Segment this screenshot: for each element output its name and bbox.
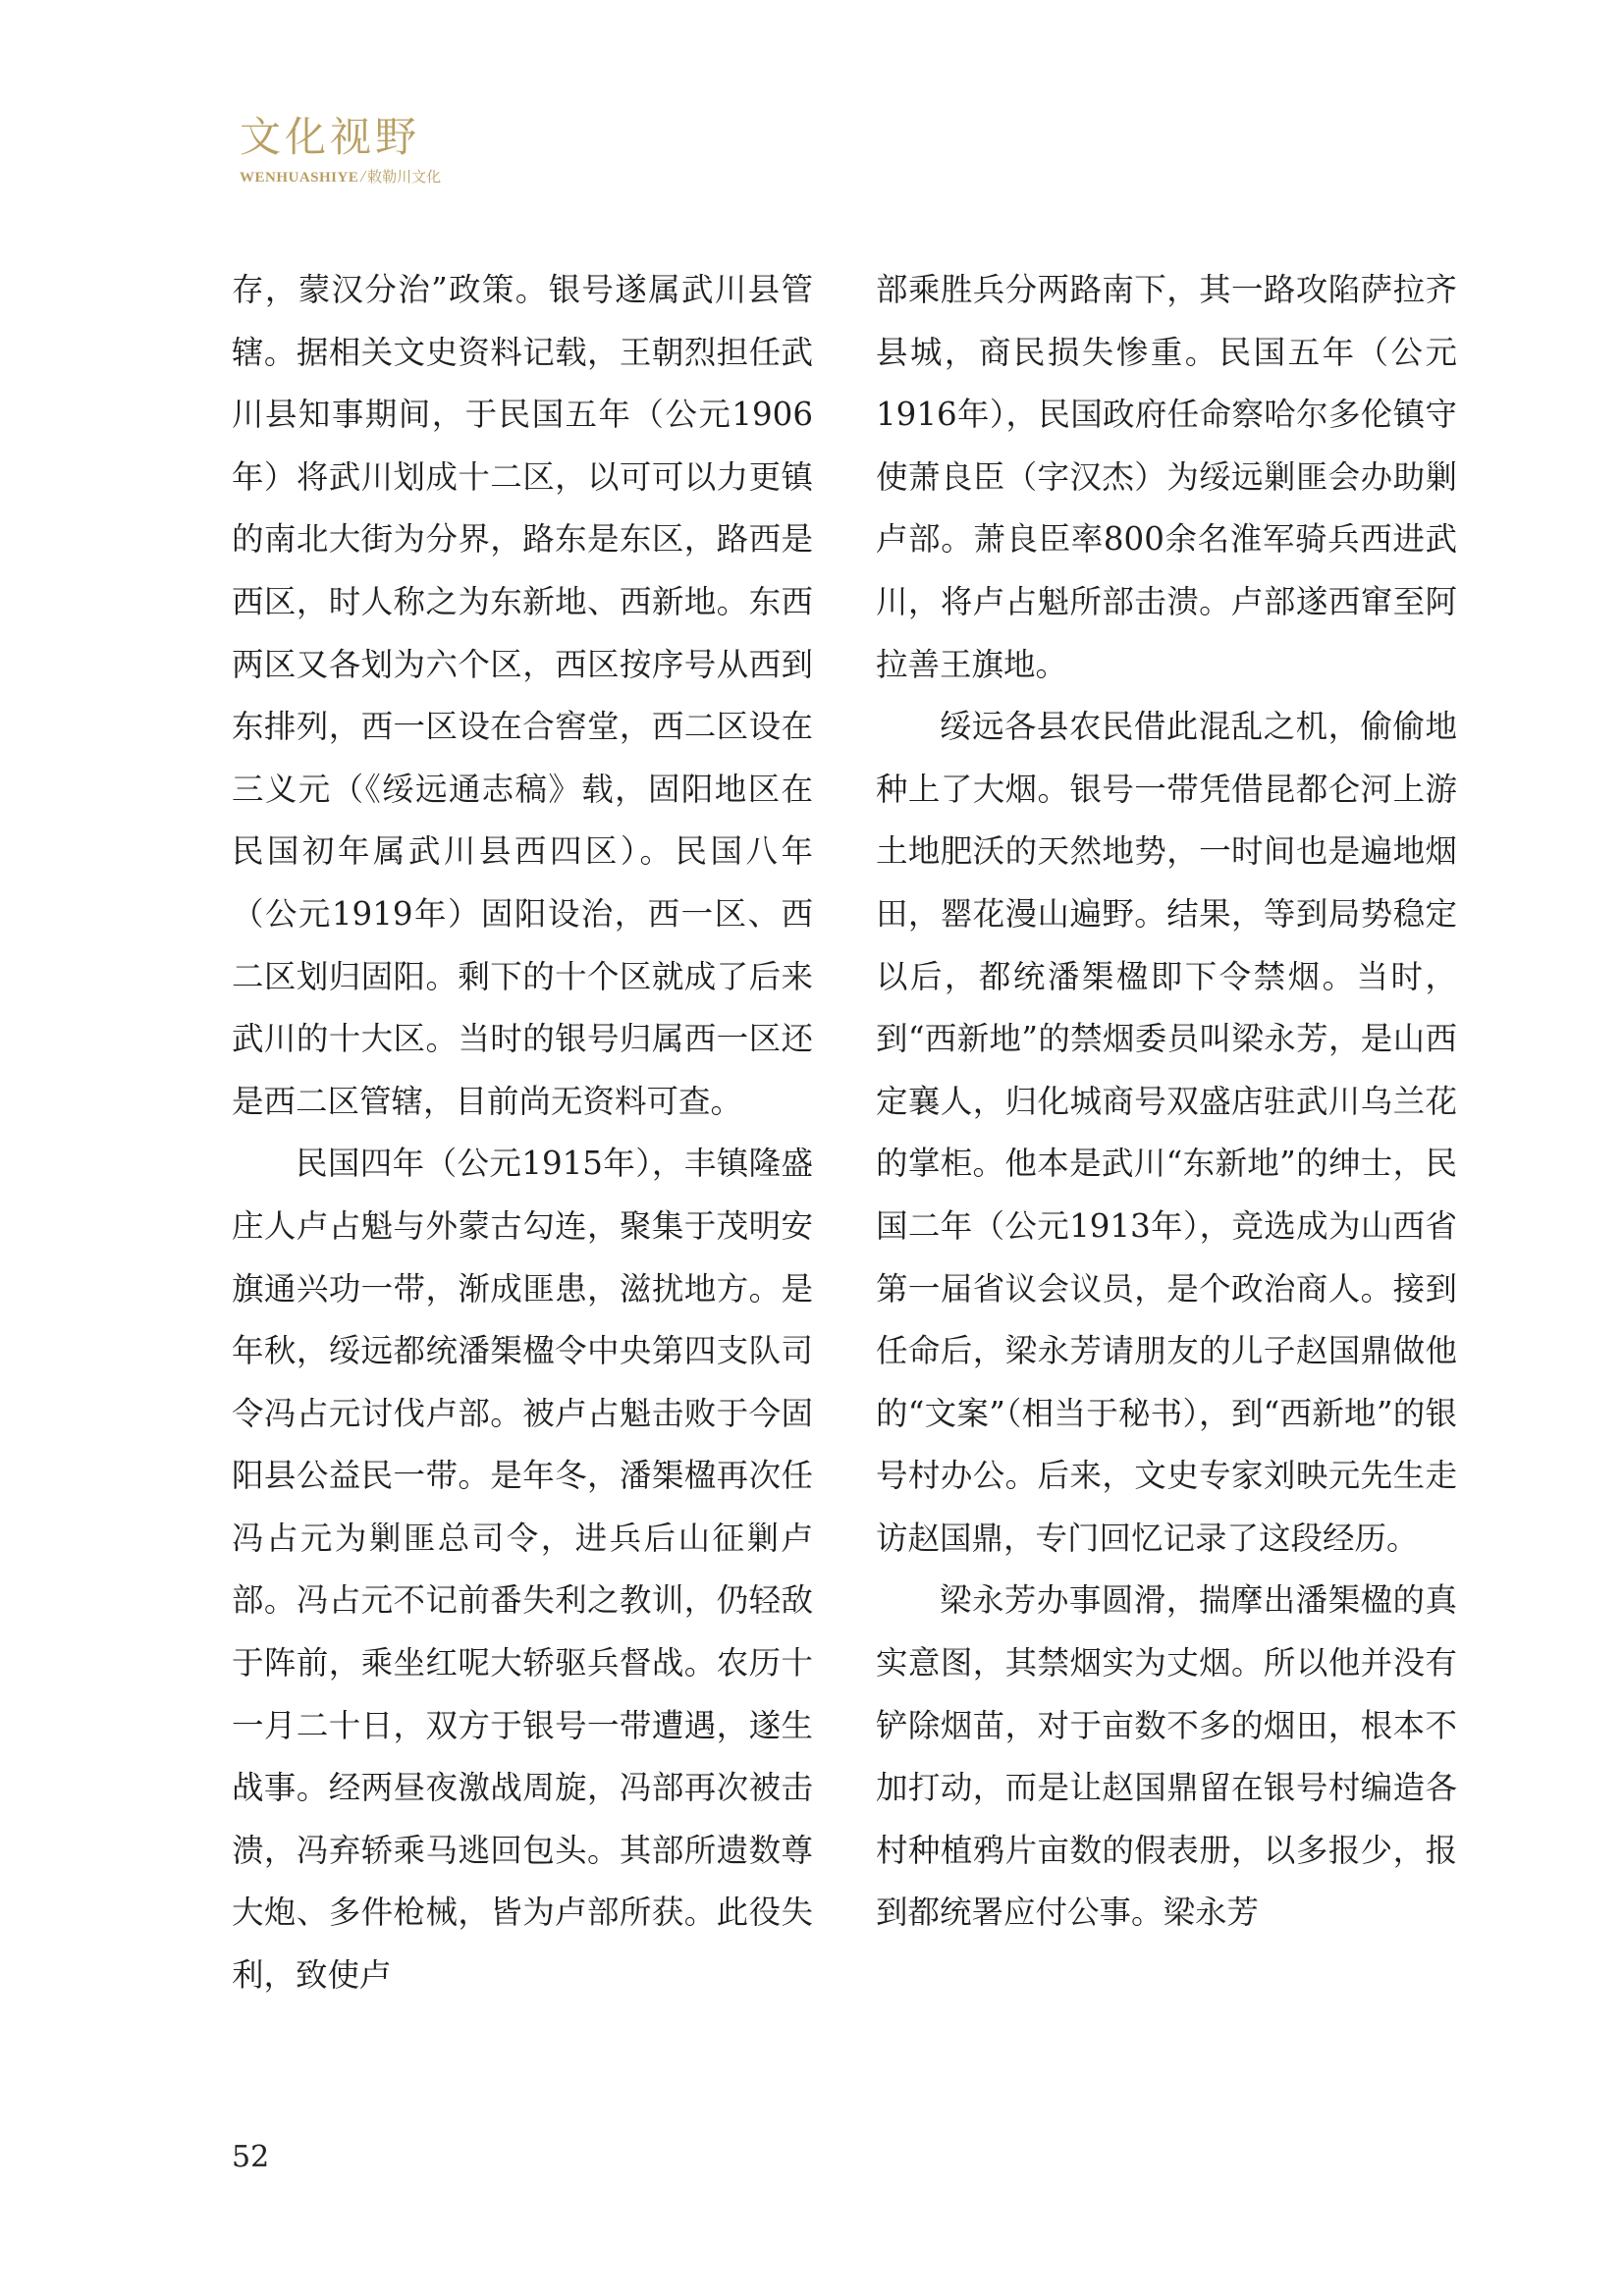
left-text-column	[232, 259, 813, 2065]
paragraph: 梁永芳办事圆滑，揣摩出潘榘楹的真实意图，其禁烟实为丈烟。所以他并没有铲除烟苗，对于亩数不多的烟田，根本不加打动，而是让赵国鼎留在银号村编造各村种植鸦片亩数的假表册，以多报少，报到都统署应付公事。梁永芳	[876, 1581, 1457, 1932]
paragraph: 民国四年（公元1915年），丰镇隆盛庄人卢占魁与外蒙古勾连，聚集于茂明安旗通兴功一带，渐成匪患，滋扰地方。是年秋，绥远都统潘榘楹令中央第四支队司令冯占元讨伐卢部。被卢占魁击败于今固阳县公益民一带。是年冬，潘榘楹再次任冯占元为剿匪总司令，进兵后山征剿卢部。冯占元不记前番失利之教训，仍轻敌于阵前，乘坐红呢大轿驱兵督战。农历十一月二十日，双方于银号一带遭遇，遂生战事。经两昼夜激战周旋，冯部再次被击溃，冯弃轿乘马逃回包头。其部所遗数尊大炮、多件枪械，皆为卢部所获。此役失利，致使卢	[232, 1145, 813, 1995]
section-subtitle	[240, 167, 632, 187]
page-number: 52	[232, 2140, 270, 2174]
section-subtitle-en: WENHUASHIYE	[240, 170, 359, 186]
section-subtitle-slash: /	[360, 167, 366, 186]
section-title: 文化视野	[240, 113, 421, 161]
section-subtitle-cn: 敕勒川文化	[367, 168, 442, 186]
section-header	[240, 110, 632, 198]
right-text-column	[876, 259, 1457, 2065]
paragraph: 绥远各县农民借此混乱之机，偷偷地种上了大烟。银号一带凭借昆都仑河上游土地肥沃的天然地势，一时间也是遍地烟田，罂花漫山遍野。结果，等到局势稳定以后，都统潘榘楹即下令禁烟。当时，到“西新地”的禁烟委员叫梁永芳，是山西定襄人，归化城商号双盛店驻武川乌兰花的掌柜。他本是武川“东新地”的绅士，民国二年（公元1913年），竞选成为山西省第一届省议会议员，是个政治商人。接到任命后，梁永芳请朋友的儿子赵国鼎做他的“文案”（相当于秘书），到“西新地”的银号村办公。后来，文史专家刘映元先生走访赵国鼎，专门回忆记录了这段经历。	[876, 708, 1457, 1557]
paragraph: 存，蒙汉分治”政策。银号遂属武川县管辖。据相关文史资料记载，王朝烈担任武川县知事期间，于民国五年（公元1906年）将武川划成十二区，以可可以力更镇的南北大街为分界，路东是东区，路西是西区，时人称之为东新地、西新地。东西两区又各划为六个区，西区按序号从西到东排列，西一区设在合窖堂，西二区设在三义元（《绥远通志稿》载，固阳地区在民国初年属武川县西四区）。民国八年（公元1919年）固阳设治，西一区、西二区划归固阳。剩下的十个区就成了后来武川的十大区。当时的银号归属西一区还是西二区管辖，目前尚无资料可查。	[232, 271, 813, 1120]
paragraph: 部乘胜兵分两路南下，其一路攻陷萨拉齐县城，商民损失惨重。民国五年（公元1916年），民国政府任命察哈尔多伦镇守使萧良臣（字汉杰）为绥远剿匪会办助剿卢部。萧良臣率800余名淮军骑兵西进武川，将卢占魁所部击溃。卢部遂西窜至阿拉善王旗地。	[876, 271, 1457, 683]
